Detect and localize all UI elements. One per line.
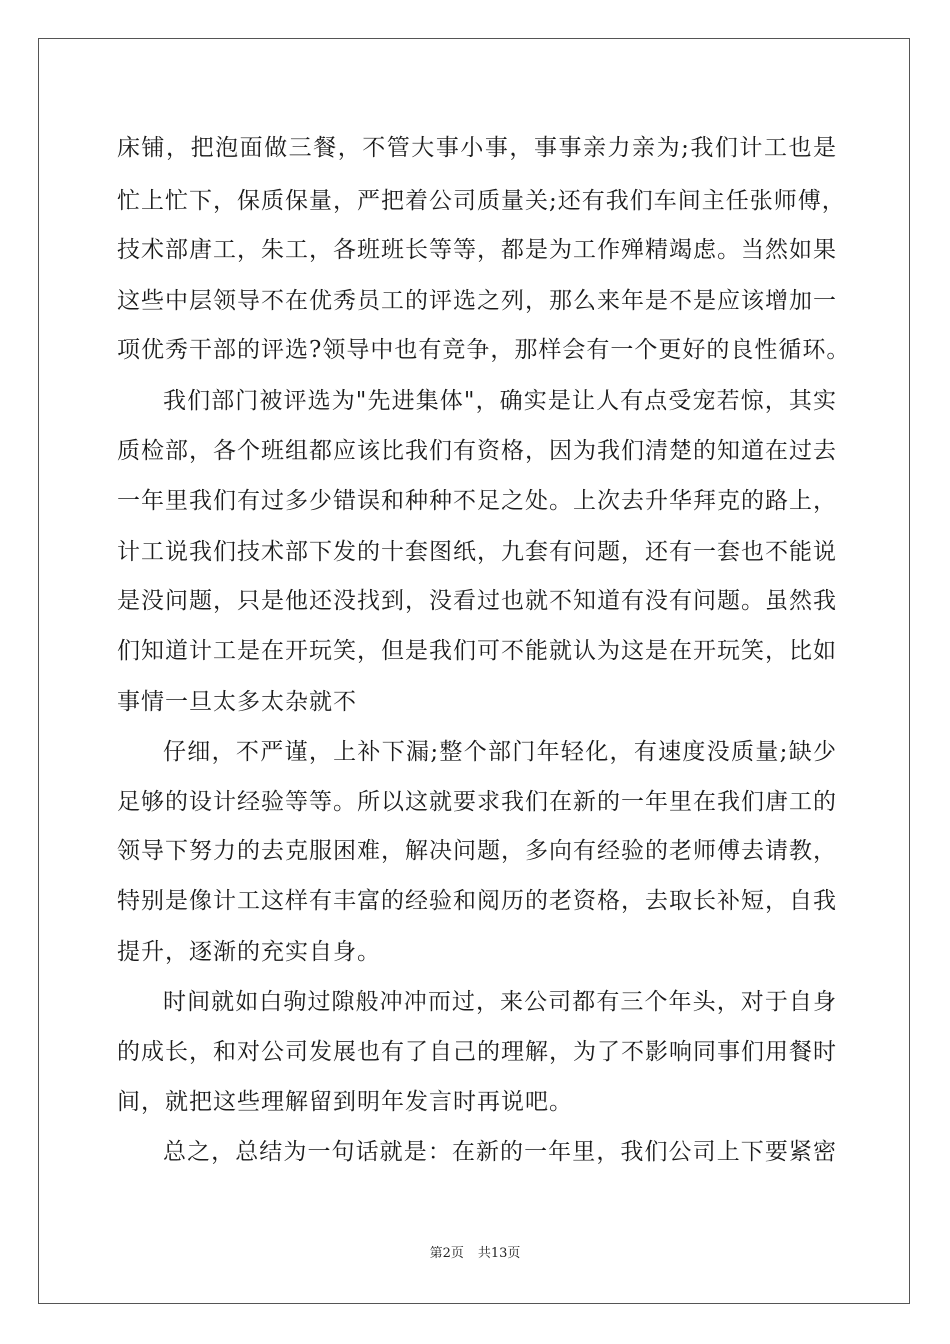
page-total: 共13页 [477, 1246, 521, 1261]
text-line: 我们部门被评选为"先进集体"，确实是让人有点受宠若惊，其实 [163, 388, 837, 414]
text-line: 一年里我们有过多少错误和种种不足之处。上次去升华拜克的路上， [117, 488, 837, 514]
text-line: 间，就把这些理解留到明年发言时再说吧。 [117, 1089, 573, 1115]
text-line: 特别是像计工这样有丰富的经验和阅历的老资格，去取长补短，自我 [117, 888, 837, 914]
text-line: 质检部，各个班组都应该比我们有资格，因为我们清楚的知道在过去 [117, 438, 837, 464]
text-line: 提升，逐渐的充实自身。 [117, 939, 381, 965]
text-line: 仔细，不严谨，上补下漏;整个部门年轻化，有速度没质量;缺少 [163, 739, 837, 765]
text-line: 的成长，和对公司发展也有了自己的理解，为了不影响同事们用餐时 [117, 1039, 837, 1065]
text-line: 忙上忙下，保质保量，严把着公司质量关;还有我们车间主任张师傅， [117, 188, 846, 214]
text-line: 这些中层领导不在优秀员工的评选之列，那么来年是不是应该增加一 [117, 288, 837, 314]
text-line: 床铺，把泡面做三餐，不管大事小事，事事亲力亲为;我们计工也是 [117, 135, 837, 161]
page-number: 第2页 [429, 1246, 464, 1261]
text-line: 时间就如白驹过隙般冲冲而过，来公司都有三个年头，对于自身 [163, 989, 837, 1015]
text-line: 总之，总结为一句话就是：在新的一年里，我们公司上下要紧密 [163, 1139, 837, 1165]
text-line: 是没问题，只是他还没找到，没看过也就不知道有没有问题。虽然我 [117, 588, 837, 614]
text-line: 们知道计工是在开玩笑，但是我们可不能就认为这是在开玩笑，比如 [117, 638, 837, 664]
text-line: 技术部唐工，朱工，各班班长等等，都是为工作殚精竭虑。当然如果 [117, 237, 837, 263]
text-line: 项优秀干部的评选?领导中也有竞争，那样会有一个更好的良性循环。 [117, 337, 851, 363]
text-line: 足够的设计经验等等。所以这就要求我们在新的一年里在我们唐工的 [117, 789, 837, 815]
text-line: 领导下努力的去克服困难，解决问题，多向有经验的老师傅去请教， [117, 838, 837, 864]
text-line: 事情一旦太多太杂就不 [117, 689, 357, 715]
text-line: 计工说我们技术部下发的十套图纸，九套有问题，还有一套也不能说 [117, 539, 837, 565]
page-footer [0, 1246, 950, 1262]
